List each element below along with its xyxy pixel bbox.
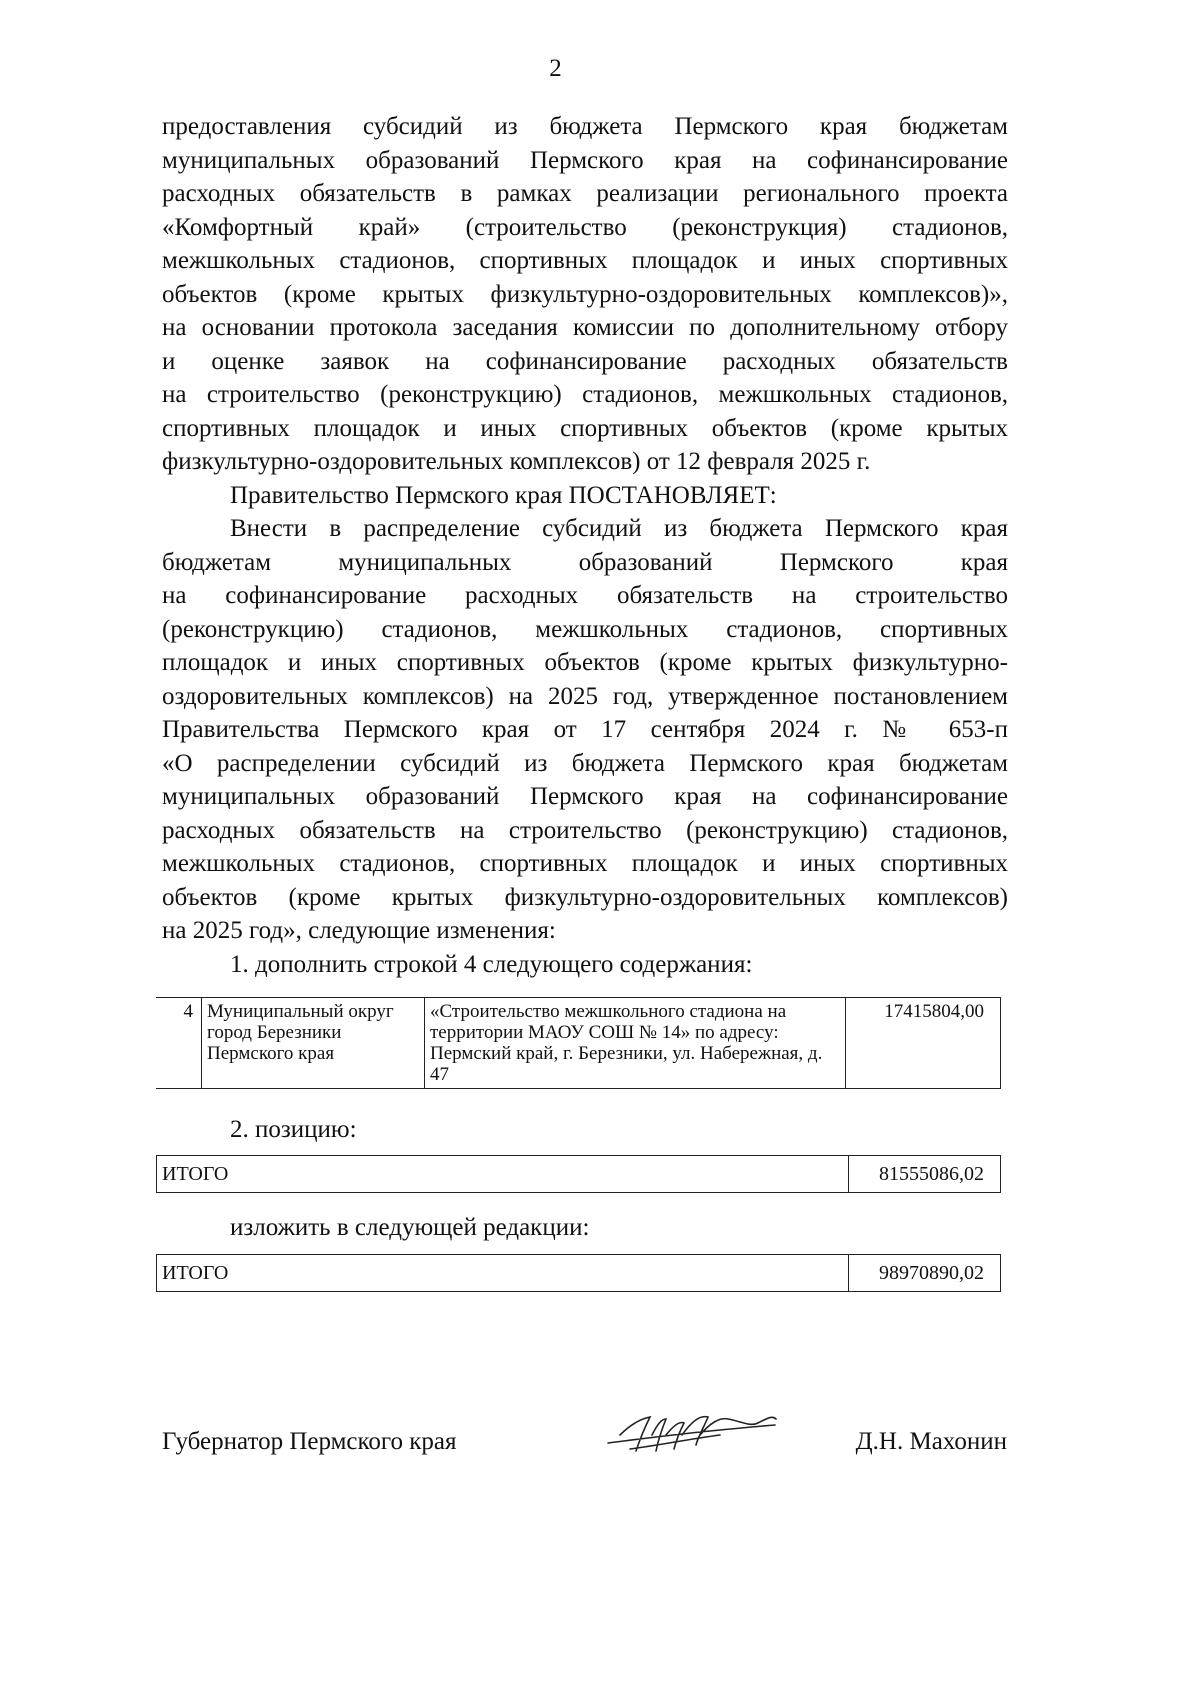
text-line: на софинансирование расходных обязательств на строительство	[162, 582, 1008, 609]
table-row	[157, 1255, 1001, 1292]
text-line: спортивных площадок и иных спортивных объектов (кроме крытых	[162, 414, 1008, 442]
row-number-cell: 4	[156, 998, 202, 1089]
amount-cell: 17415804,00	[846, 998, 1001, 1089]
new-total-table	[156, 1254, 1001, 1292]
new-row-table	[156, 997, 1001, 1089]
item-1-text: 1. дополнить строкой 4 следующего содержания:	[230, 950, 753, 978]
signatory-position: Губернатор Пермского края	[162, 1428, 457, 1455]
object-cell: «Строительство межшкольного стадиона на территории МАОУ СОШ № 14» по адресу: Пермский край, г. Березники, ул. Набережная, д. 47	[425, 998, 846, 1089]
text-line: объектов (кроме крытых физкультурно-оздоровительных комплексов)	[162, 883, 1008, 911]
text-line: межшкольных стадионов, спортивных площадок и иных спортивных	[162, 850, 1008, 877]
table	[156, 1155, 1001, 1193]
page-number: 2	[549, 55, 562, 82]
restate-line	[162, 1211, 1008, 1245]
restate-text: изложить в следующей редакции:	[230, 1214, 590, 1241]
text-line: (реконструкцию) стадионов, межшкольных стадионов, спортивных	[162, 615, 1008, 643]
total-label-cell: ИТОГО	[157, 1156, 849, 1193]
table	[156, 997, 1001, 1089]
text-line: на основании протокола заседания комиссии по дополнительному отбору	[162, 314, 1008, 341]
text-line: физкультурно-оздоровительных комплексов) от 12 февраля 2025 г.	[162, 448, 871, 475]
signatory-name: Д.Н. Махонин	[855, 1428, 1007, 1455]
text-line: «Комфортный край» (строительство (реконструкция) стадионов,	[162, 213, 1008, 241]
table	[156, 1254, 1001, 1292]
old-total-table	[156, 1155, 1001, 1193]
municipality-cell: Муниципальный округ город Березники Пермского края	[202, 998, 425, 1089]
text-line: предоставления субсидий из бюджета Пермского края бюджетам	[162, 113, 1008, 140]
total-amount-cell: 98970890,02	[849, 1255, 1001, 1292]
item-2	[162, 1113, 1008, 1147]
total-amount-cell: 81555086,02	[849, 1156, 1001, 1193]
text-line: межшкольных стадионов, спортивных площадок и иных спортивных	[162, 247, 1008, 274]
handwritten-signature	[600, 1405, 790, 1465]
table-row	[156, 998, 1001, 1089]
table-row	[157, 1156, 1001, 1193]
text-line: оздоровительных комплексов) на 2025 год, утвержденное постановлением	[162, 682, 1008, 710]
text-line: муниципальных образований Пермского края на софинансирование	[162, 783, 1008, 810]
text-line: расходных обязательств на строительство (реконструкцию) стадионов,	[162, 816, 1008, 844]
text-line: на 2025 год», следующие изменения:	[162, 917, 556, 944]
total-label-cell: ИТОГО	[157, 1255, 849, 1292]
text-line: «О распределении субсидий из бюджета Пермского края бюджетам	[162, 749, 1008, 777]
text-line: на строительство (реконструкцию) стадионов, межшкольных стадионов,	[162, 381, 1008, 408]
text-line: расходных обязательств в рамках реализации регионального проекта	[162, 180, 1008, 207]
text-line: объектов (кроме крытых физкультурно-оздоровительных комплексов)»,	[162, 280, 1008, 308]
text-line: площадок и иных спортивных объектов (кроме крытых физкультурно-	[162, 649, 1008, 676]
text-line: и оценке заявок на софинансирование расходных обязательств	[162, 347, 1008, 375]
text-line: Внести в распределение субсидий из бюджета Пермского края	[230, 515, 1008, 542]
text-line: бюджетам муниципальных образований Пермского края	[162, 548, 1008, 576]
text-line: Правительства Пермского края от 17 сентября 2024 г. № 653-п	[162, 716, 1008, 743]
item-2-text: 2. позицию:	[230, 1116, 357, 1143]
intro-paragraph	[162, 110, 1008, 981]
text-line: муниципальных образований Пермского края на софинансирование	[162, 146, 1008, 174]
decree-line: Правительство Пермского края ПОСТАНОВЛЯЕТ:	[230, 481, 777, 509]
